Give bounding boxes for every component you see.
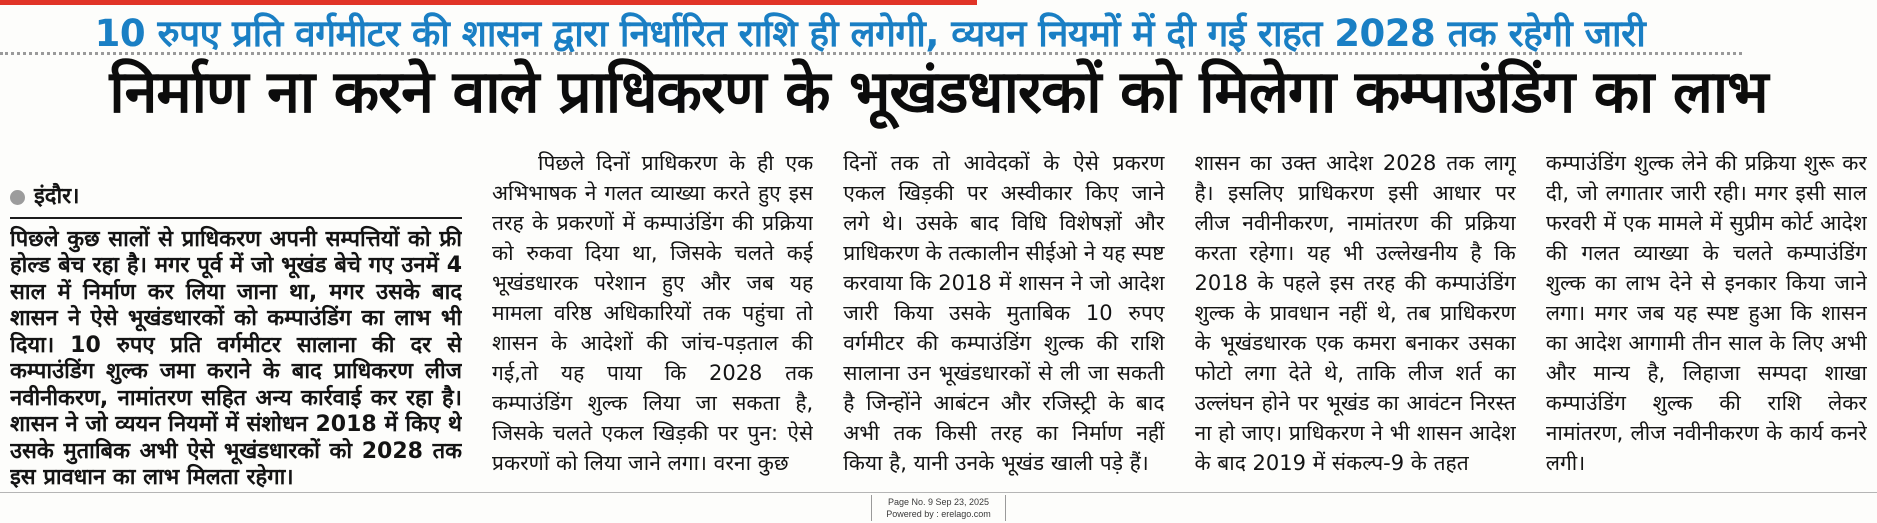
article-column-5 [1546, 148, 1867, 491]
column-text: कम्पाउंडिंग शुल्क लेने की प्रक्रिया शुरू कर दी, जो लगातार जारी रही। मगर इसी साल फरवरी में एक मामले में सुप्रीम कोर्ट आदेश की गलत व्याख्या के चलते कम्पाउंडिंग शुल्क का लाभ देने से इनकार किया जाने लगा। मगर जब यह स्पष्ट हुआ कि शासन का आदेश आगामी तीन साल के लिए अभी और मान्य है, लिहाजा सम्पदा शाखा कम्पाउंडिंग शुल्क की राशि लेकर नामांतरण, लीज नवीनीकरण के कार्य कनरे लगी। [1545, 151, 1867, 475]
byline-bullet-icon [10, 190, 25, 205]
column-text: पिछले कुछ सालों से प्राधिकरण अपनी सम्पत्तियों को फ्री होल्ड बेच रहा है। मगर पूर्व में जो भूखंड बेचे गए उनमें 4 साल में निर्माण कर लिया जाना था, मगर उसके बाद शासन ने ऐसे भूखंडधारकों को कम्पाउंडिंग का लाभ भी दिया। 10 रुपए प्रति वर्गमीटर सालाना की दर से कम्पाउंडिंग शुल्क जमा कराने के बाद प्राधिकरण लीज नवीनीकरण, नामांतरण सहित अन्य कार्रवाई कर रहा है। शासन ने जो व्ययन नियमों में संशोधन 2018 में किए थे उसके मुताबिक अभी ऐसे भूखंडधारकों को 2028 तक इस प्रावधान का लाभ मिलता रहेगा। [10, 226, 462, 490]
column-text: दिनों तक तो आवेदकों के ऐसे प्रकरण एकल खिड़की पर अस्वीकार किए जाने लगे थे। उसके बाद विधि विशेषज्ञों और प्राधिकरण के तत्कालीन सीईओ ने यह स्पष्ट करवाया कि 2018 में शासन ने जो आदेश जारी किया उसके मुताबिक 10 रुपए वर्गमीटर की कम्पाउंडिंग शुल्क की राशि सालाना उन भूखंडधारकों से ली जा सकती है जिन्होंने आबंटन और रजिस्ट्री के बाद अभी तक किसी तरह का निर्माण नहीं किया है, यानी उनके भूखंड खाली पड़े हैं। [843, 151, 1165, 475]
dotted-divider [0, 52, 1742, 55]
article-body [10, 148, 1867, 491]
column-text: शासन का उक्त आदेश 2028 तक लागू है। इसलिए प्राधिकरण इसी आधार पर लीज नवीनीकरण, नामांतरण की प्रक्रिया करता रहेगा। यह भी उल्लेखनीय है कि 2018 के पहले इस तरह की कम्पाउंडिंग शुल्क के प्रावधान नहीं थे, तब प्राधिकरण के भूखंडधारक एक कमरा बनाकर उसका फोटो लगा देते थे, ताकि लीज शर्त का उल्लंघन होने पर भूखंड का आवंटन निरस्त ना हो जाए। प्राधिकरण ने भी शासन आदेश के बाद 2019 में संकल्प-9 के तहत [1194, 151, 1516, 475]
byline-city: इंदौर। [34, 184, 80, 209]
footer [0, 492, 1877, 523]
footer-powered-by: Powered by : erelago.com [886, 509, 991, 519]
article-column-4 [1195, 148, 1516, 491]
kicker-subheadline: 10 रुपए प्रति वर्गमीटर की शासन द्वारा निर्धारित राशि ही लगेगी, व्ययन नियमों में दी गई राहत 2028 तक रहेगी जारी [94, 12, 1646, 55]
footer-credit-box [871, 495, 1006, 521]
top-red-rule [0, 0, 977, 5]
byline [10, 184, 462, 219]
article-column-3 [843, 148, 1164, 491]
footer-page-info: Page No. 9 Sep 23, 2025 [887, 496, 990, 507]
article-column-2 [492, 148, 813, 491]
article-column-1 [10, 148, 462, 491]
column-text: पिछले दिनों प्राधिकरण के ही एक अभिभाषक ने गलत व्याख्या करते हुए इस तरह के प्रकरणों में कम्पाउंडिंग की प्रक्रिया को रुकवा दिया था, जिसके चलते कई भूखंडधारक परेशान हुए और जब यह मामला वरिष्ठ अधिकारियों तक पहुंचा तो शासन के आदेशों की जांच-पड़ताल की गई,तो यह पाया कि 2028 तक कम्पाउंडिंग शुल्क लिया जा सकता है, जिसके चलते एकल खिड़की पर पुन: ऐसे प्रकरणों को लिया जाने लगा। वरना कुछ [492, 151, 814, 475]
main-headline: निर्माण ना करने वाले प्राधिकरण के भूखंडधारकों को मिलेगा कम्पाउंडिंग का लाभ [109, 57, 1768, 126]
